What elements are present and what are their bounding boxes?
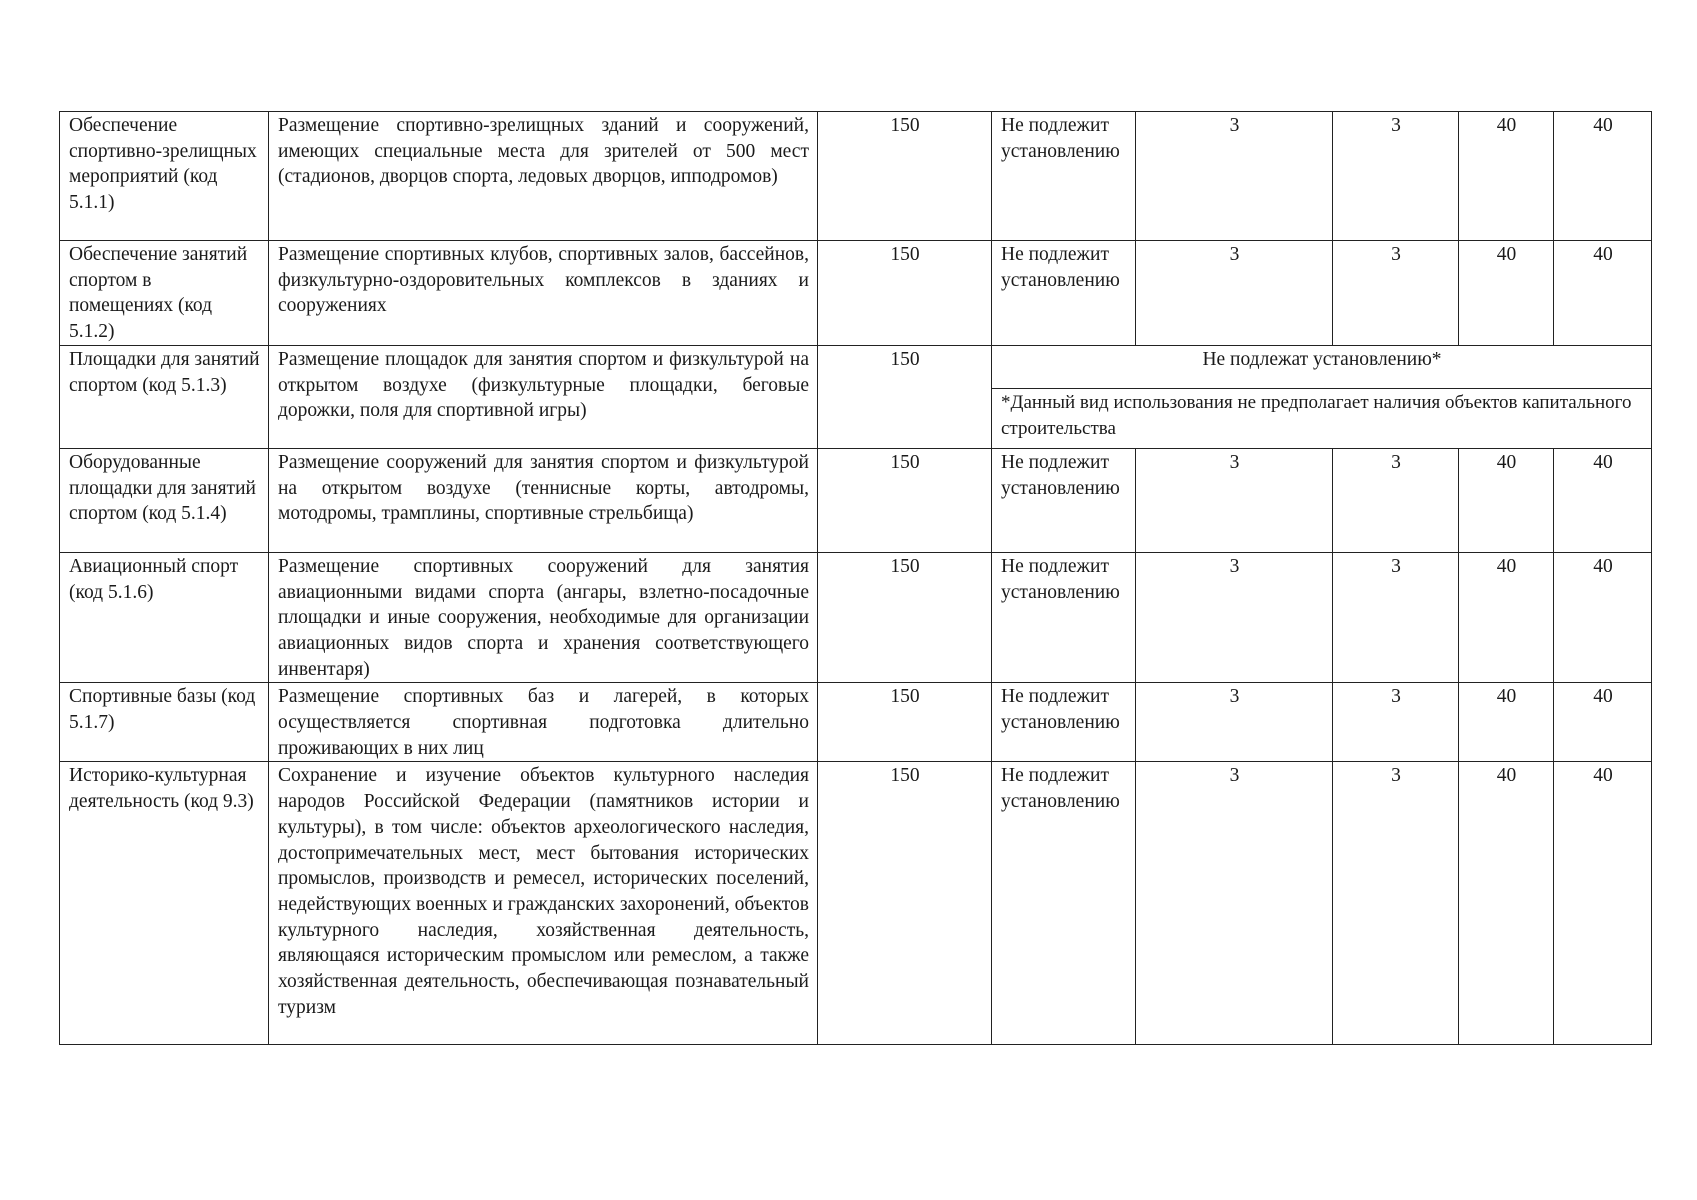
use-description-cell: Размещение спортивных сооружений для занятия авиационными видами спорта (ангары, взлетно-посадочные площадки и иные сооружения, необходимые для организации авиационных видов спорта и хранения соответствующего инвентаря)	[269, 552, 818, 683]
value-cell: 3	[1333, 112, 1459, 241]
value-cell: 3	[1136, 552, 1333, 683]
value-cell: 150	[818, 552, 992, 683]
use-name-cell: Оборудованные площадки для занятий спортом (код 5.1.4)	[60, 448, 269, 552]
use-name-cell: Обеспечение занятий спортом в помещениях (код 5.1.2)	[60, 241, 269, 346]
value-cell: 150	[818, 241, 992, 346]
value-cell: Не подлежит установлению	[992, 552, 1136, 683]
value-cell: 40	[1459, 448, 1554, 552]
table-row	[60, 448, 1652, 552]
value-cell: 3	[1136, 762, 1333, 1045]
value-cell: 3	[1136, 448, 1333, 552]
use-description-cell: Размещение спортивных клубов, спортивных залов, бассейнов, физкультурно-оздоровительных комплексов в зданиях и сооружениях	[269, 241, 818, 346]
document-page	[59, 111, 1652, 1045]
value-cell: 40	[1459, 683, 1554, 762]
value-cell: 3	[1136, 241, 1333, 346]
value-cell: 150	[818, 112, 992, 241]
value-cell: 40	[1554, 552, 1652, 683]
value-cell: 150	[818, 762, 992, 1045]
value-cell: 3	[1333, 552, 1459, 683]
value-cell: Не подлежит установлению	[992, 762, 1136, 1045]
value-cell: 40	[1459, 112, 1554, 241]
use-description-cell: Размещение спортивно-зрелищных зданий и сооружений, имеющих специальные места для зрителей от 500 мест (стадионов, дворцов спорта, ледовых дворцов, ипподромов)	[269, 112, 818, 241]
value-cell: Не подлежит установлению	[992, 112, 1136, 241]
zoning-table	[59, 111, 1652, 1045]
value-cell: 3	[1333, 762, 1459, 1045]
use-description-cell: Размещение сооружений для занятия спортом и физкультурой на открытом воздухе (теннисные корты, автодромы, мотодромы, трамплины, спортивные стрельбища)	[269, 448, 818, 552]
table-row	[60, 762, 1652, 1045]
use-name-cell: Обеспечение спортивно-зрелищных мероприятий (код 5.1.1)	[60, 112, 269, 241]
table-row	[60, 683, 1652, 762]
value-cell: Не подлежит установлению	[992, 241, 1136, 346]
value-cell: 3	[1136, 112, 1333, 241]
value-cell: 40	[1554, 683, 1652, 762]
value-cell: 40	[1554, 762, 1652, 1045]
value-cell: 3	[1333, 448, 1459, 552]
use-description-cell: Размещение площадок для занятия спортом и физкультурой на открытом воздухе (физкультурные площадки, беговые дорожки, поля для спортивной игры)	[269, 345, 818, 448]
use-name-cell: Площадки для занятий спортом (код 5.1.3)	[60, 345, 269, 448]
value-cell: 3	[1136, 683, 1333, 762]
value-cell: 40	[1554, 241, 1652, 346]
use-name-cell: Историко-культурная деятельность (код 9.3)	[60, 762, 269, 1045]
value-cell: 40	[1554, 448, 1652, 552]
table-row	[60, 552, 1652, 683]
value-cell: 40	[1459, 762, 1554, 1045]
use-name-cell: Спортивные базы (код 5.1.7)	[60, 683, 269, 762]
table-row	[60, 241, 1652, 346]
value-cell: 150	[818, 448, 992, 552]
value-cell: Не подлежит установлению	[992, 683, 1136, 762]
merged-value-cell: Не подлежат установлению*	[992, 345, 1652, 388]
value-cell: 40	[1459, 552, 1554, 683]
use-description-cell: Размещение спортивных баз и лагерей, в которых осуществляется спортивная подготовка длительно проживающих в них лиц	[269, 683, 818, 762]
value-cell: 40	[1554, 112, 1652, 241]
footnote-cell: *Данный вид использования не предполагает наличия объектов капитального строительства	[992, 388, 1652, 448]
value-cell: 40	[1459, 241, 1554, 346]
table-row	[60, 112, 1652, 241]
value-cell: 150	[818, 345, 992, 448]
table-row	[60, 345, 1652, 388]
use-description-cell: Сохранение и изучение объектов культурного наследия народов Российской Федерации (памятников истории и культуры), в том числе: объектов археологического наследия, достопримечательных мест, мест бытования исторических промыслов, производств и ремесел, исторических поселений, недействующих военных и гражданских захоронений, объектов культурного наследия, хозяйственная деятельность, являющаяся историческим промыслом или ремеслом, а также хозяйственная деятельность, обеспечивающая познавательный туризм	[269, 762, 818, 1045]
value-cell: Не подлежит установлению	[992, 448, 1136, 552]
value-cell: 3	[1333, 683, 1459, 762]
value-cell: 150	[818, 683, 992, 762]
value-cell: 3	[1333, 241, 1459, 346]
use-name-cell: Авиационный спорт (код 5.1.6)	[60, 552, 269, 683]
